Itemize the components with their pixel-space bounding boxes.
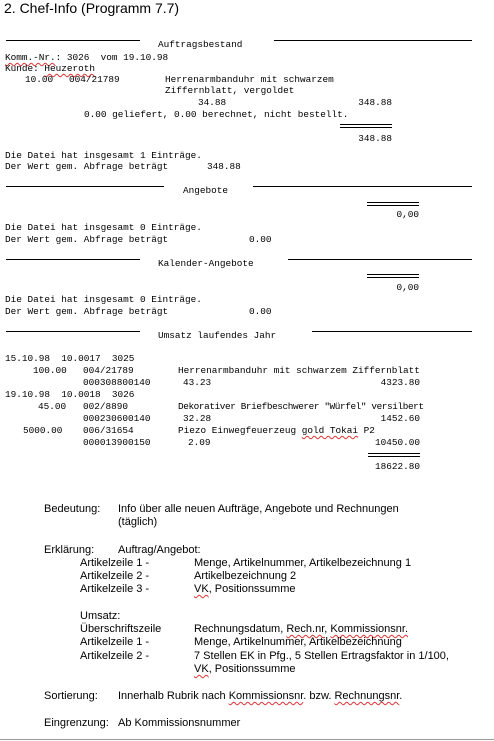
section-rule-left [6,186,164,187]
umsatz-row-nr: 002/8890 [83,401,129,412]
kalender-value: 0.00 [249,306,272,317]
page-bottom-edge [0,739,494,740]
angebote-count: Die Datei hat insgesamt 0 Einträge. [5,222,202,233]
eingrenzung-text: Ab Kommissionsnummer [118,717,241,729]
artikelzeile-3-text: VK, Positionssumme [194,583,296,595]
umsatz-row-desc: Herrenarmbanduhr mit schwarzem Ziffernblatt [178,365,420,376]
ueberschriftszeile-text: Rechnungsdatum, Rech.nr, Kommissionsnr. [194,623,409,635]
umsatz-artikelzeile-2-text: 7 Stellen EK in Pfg., 5 Stellen Ertragsfaktor in 1/100, [194,650,449,662]
auftragsbestand-value: 348.88 [207,161,241,172]
total-double-rule [367,202,419,206]
angebote-total: 0,00 [396,209,419,220]
section-title-auftragsbestand: Auftragsbestand [158,39,243,50]
section-rule-right [312,331,472,332]
umsatz-artikelzeile-1-text: Menge, Artikelnummer, Artikelbezeichnung [194,636,402,648]
umsatz-total: 18622.80 [374,461,420,472]
order-item-desc2: Ziffernblatt, vergoldet [165,85,295,96]
order-item-price: 34.88 [198,97,227,108]
komm-line: Komm.-Nr.: 3026 vom 19.10.98 [5,52,169,63]
auftragsbestand-total: 348.88 [358,133,392,144]
total-double-rule [368,453,420,457]
section-rule-right [253,186,472,187]
total-double-rule [367,274,419,278]
section-title-angebote: Angebote [183,185,229,196]
section-rule-right [274,40,472,41]
artikelzeile-1-label: Artikelzeile 1 - [80,557,150,569]
umsatz-row-qty: 45.00 [38,401,67,412]
umsatz-row-ek: 32.28 [183,413,212,424]
sortierung-label: Sortierung: [44,690,98,702]
umsatz-row-desc: Piezo Einwegfeuerzeug gold Tokai P2 [178,425,375,436]
angebote-value: 0.00 [249,234,272,245]
umsatz-row-sum: 10450.00 [374,437,420,448]
section-rule-left [6,331,140,332]
umsatz-row-qty: 5000.00 [23,425,63,436]
artikelzeile-2-text: Artikelbezeichnung 2 [194,570,297,582]
bedeutung-text-2: (täglich) [118,516,158,528]
eingrenzung-label: Eingrenzung: [44,717,109,729]
umsatz-artikelzeile-2-text-2: VK, Positionssumme [194,663,296,675]
kunde-line: Kunde: Heuzeroth [5,63,96,74]
umsatz-row-ek: 43.23 [183,377,212,388]
total-double-rule [340,124,392,128]
bedeutung-label: Bedeutung: [44,503,101,515]
umsatz-row-code: 000230600140 [83,413,151,424]
umsatz-label: Umsatz: [80,610,121,622]
umsatz-row-code: 000013900150 [83,437,151,448]
umsatz-row-sum: 4323.80 [380,377,420,388]
section-rule-left [6,259,140,260]
angebote-value-label: Der Wert gem. Abfrage beträgt [5,234,169,245]
umsatz-artikelzeile-1-label: Artikelzeile 1 - [80,636,150,648]
kalender-total: 0,00 [396,282,419,293]
order-status: 0.00 geliefert, 0.00 berechnet, nicht bestellt. [84,109,349,120]
page-heading: 2. Chef-Info (Programm 7.7) [4,0,180,16]
umsatz-artikelzeile-2-label: Artikelzeile 2 - [80,650,150,662]
ueberschriftszeile-label: Überschriftszeile [80,623,162,635]
order-item-desc1: Herrenarmbanduhr mit schwarzem [165,74,334,85]
artikelzeile-2-label: Artikelzeile 2 - [80,570,150,582]
umsatz-row-qty: 100.00 [33,365,67,376]
section-rule-left [6,40,140,41]
artikelzeile-1-text: Menge, Artikelnummer, Artikelbezeichnung 1 [194,557,412,569]
sortierung-text: Innerhalb Rubrik nach Kommissionsnr. bzw. Rechnungsnr. [118,690,403,702]
erklaerung-label: Erklärung: [44,544,95,556]
order-item-nr: 004/21789 [69,74,120,85]
auftrag-angebot-label: Auftrag/Angebot: [118,544,201,556]
auftragsbestand-value-label: Der Wert gem. Abfrage beträgt [5,161,169,172]
order-item-sum: 348.88 [358,97,392,108]
kalender-value-label: Der Wert gem. Abfrage beträgt [5,306,169,317]
umsatz-row-desc: Dekorativer Briefbeschwerer "Würfel" versilbert [178,401,424,412]
auftragsbestand-count: Die Datei hat insgesamt 1 Einträge. [5,150,202,161]
umsatz-row-nr: 004/21789 [83,365,134,376]
umsatz-row-sum: 1452.60 [380,413,420,424]
section-title-umsatz: Umsatz laufendes Jahr [158,330,277,341]
umsatz-row-ek: 2.09 [188,437,211,448]
umsatz-row-header: 19.10.98 10.0018 3026 [5,389,135,400]
bedeutung-text: Info über alle neuen Aufträge, Angebote und Rechnungen [118,503,399,515]
section-title-kalender: Kalender-Angebote [158,258,254,269]
order-item-qty: 10.00 [25,74,54,85]
section-rule-right [288,259,472,260]
umsatz-row-header: 15.10.98 10.0017 3025 [5,353,135,364]
kalender-count: Die Datei hat insgesamt 0 Einträge. [5,294,202,305]
umsatz-row-nr: 006/31654 [83,425,134,436]
umsatz-row-code: 000308800140 [83,377,151,388]
artikelzeile-3-label: Artikelzeile 3 - [80,583,150,595]
